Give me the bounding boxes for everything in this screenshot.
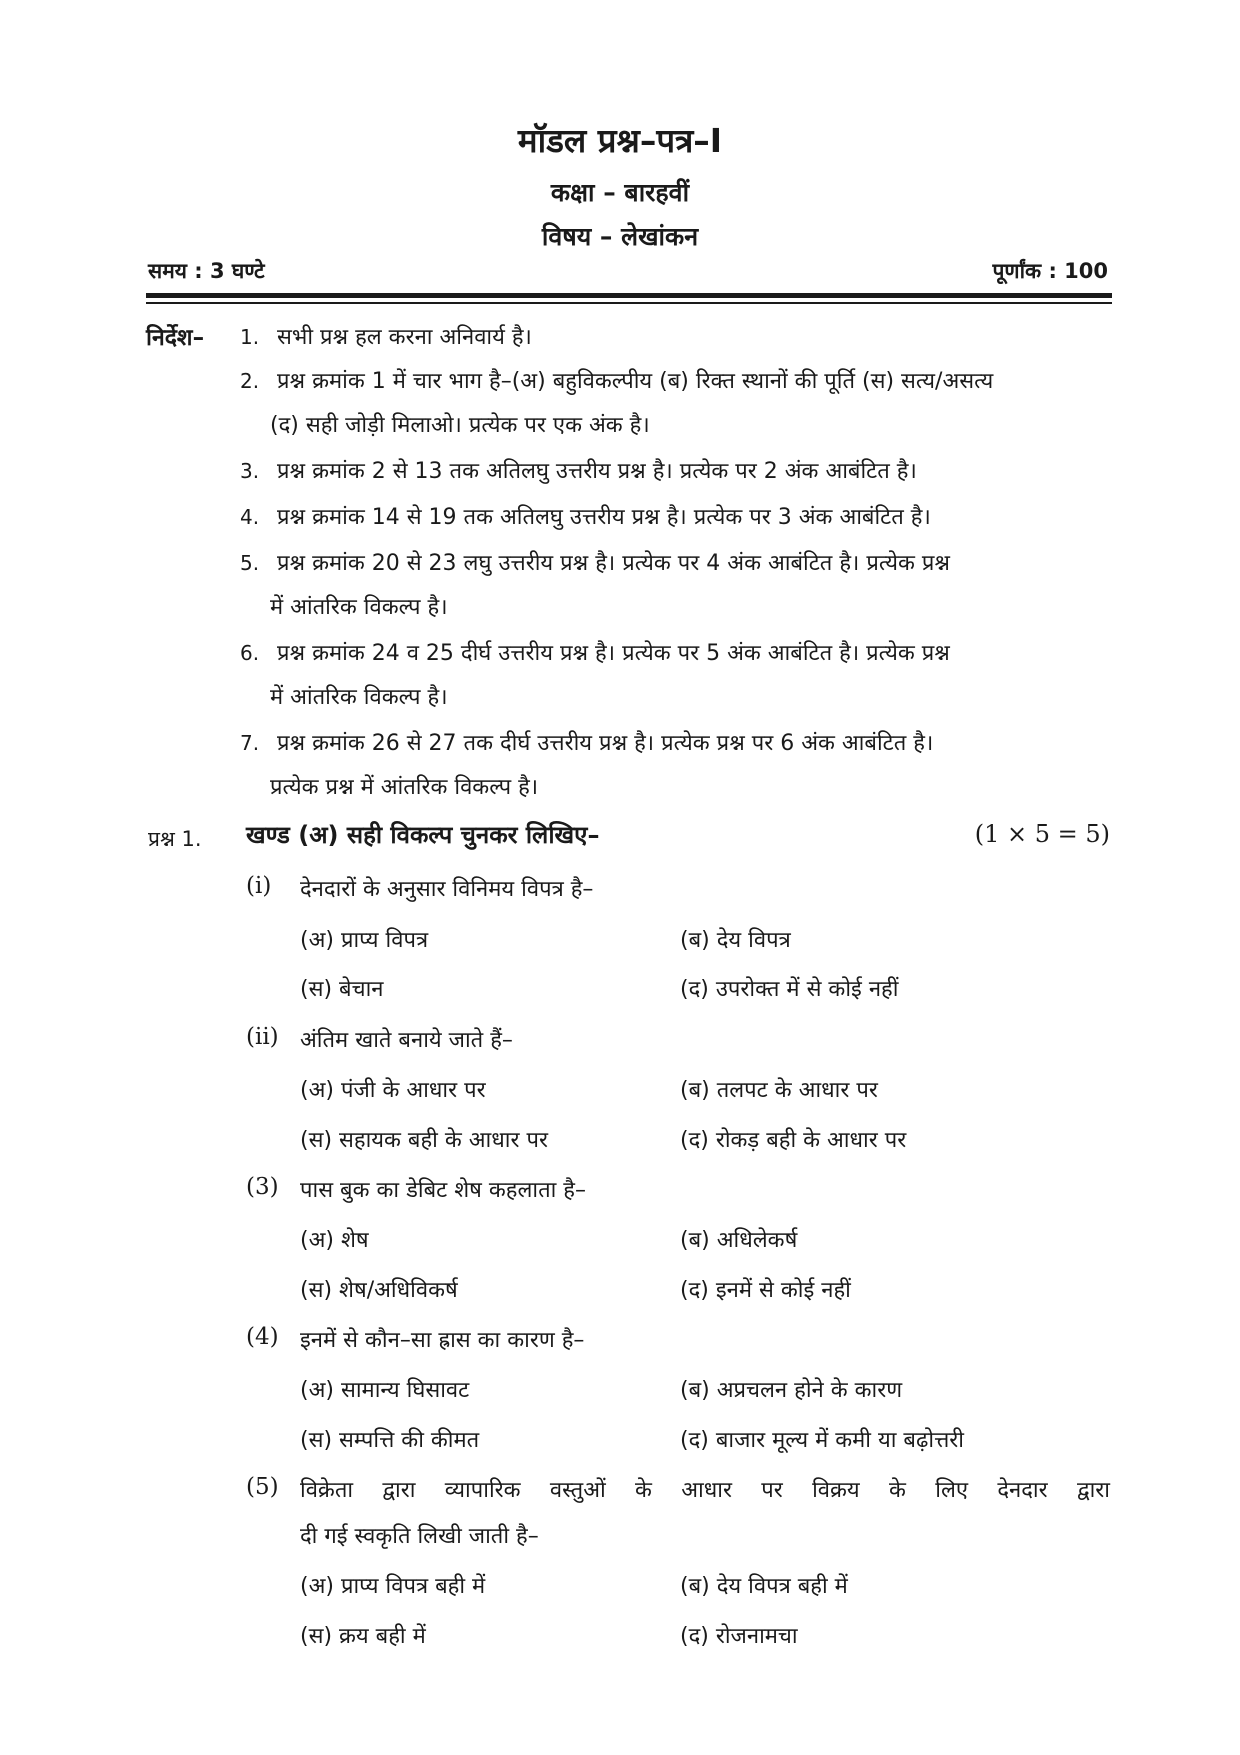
question-number: प्रश्न 1.	[148, 827, 202, 851]
header-divider-thick	[146, 293, 1112, 298]
mcq-option: (स) बेचान	[300, 977, 384, 1002]
subject-line: विषय – लेखांकन	[541, 222, 699, 251]
mcq-option: (ब) देय विपत्र बही में	[680, 1574, 848, 1599]
time-allowed: समय : 3 घण्टे	[148, 259, 265, 283]
class-line: कक्षा – बारहवीं	[550, 178, 690, 207]
instruction-item	[240, 369, 1112, 395]
mcq-option: (स) क्रय बही में	[300, 1624, 426, 1649]
mcq-option: (द) इनमें से कोई नहीं	[680, 1278, 851, 1303]
instruction-number: 6.	[240, 641, 260, 665]
instruction-item	[240, 731, 933, 757]
instruction-text-continued: में आंतरिक विकल्प है।	[270, 595, 448, 620]
instruction-number: 1.	[240, 325, 260, 349]
question-heading: खण्ड (अ) सही विकल्प चुनकर लिखिए–	[246, 821, 600, 849]
mcq-number: (5)	[246, 1474, 279, 1500]
mcq-question: देनदारों के अनुसार विनिमय विपत्र है–	[300, 877, 594, 902]
mcq-number: (3)	[246, 1174, 279, 1200]
mcq-option: (ब) तलपट के आधार पर	[680, 1078, 878, 1103]
mcq-question-continued: दी गई स्वकृति लिखी जाती है–	[300, 1524, 539, 1549]
instruction-text-continued: में आंतरिक विकल्प है।	[270, 685, 448, 710]
mcq-number: (ii)	[246, 1024, 279, 1050]
full-marks: पूर्णांक : 100	[992, 259, 1108, 283]
mcq-option: (अ) शेष	[300, 1228, 369, 1253]
mcq-option: (ब) अप्रचलन होने के कारण	[680, 1378, 903, 1403]
paper-title: मॉडल प्रश्न–पत्र–I	[517, 121, 723, 160]
mcq-question: अंतिम खाते बनाये जाते हैं–	[300, 1028, 513, 1053]
mcq-option: (द) रोकड़ बही के आधार पर	[680, 1128, 907, 1153]
instruction-item	[240, 505, 931, 531]
mcq-option: (द) रोजनामचा	[680, 1624, 798, 1649]
mcq-number: (4)	[246, 1324, 279, 1350]
instruction-text: प्रश्न क्रमांक 2 से 13 तक अतिलघु उत्तरीय प्रश्न है। प्रत्येक पर 2 अंक आबंटित है।	[277, 459, 917, 484]
mcq-option: (ब) अधिलेकर्ष	[680, 1228, 798, 1253]
instructions-label: निर्देश–	[146, 325, 205, 351]
instruction-item	[240, 325, 532, 351]
instruction-number: 3.	[240, 459, 260, 483]
mcq-option: (ब) देय विपत्र	[680, 928, 791, 953]
instruction-text: प्रश्न क्रमांक 26 से 27 तक दीर्घ उत्तरीय प्रश्न है। प्रत्येक प्रश्न पर 6 अंक आबंटित है।	[277, 731, 934, 756]
instruction-text: प्रश्न क्रमांक 14 से 19 तक अतिलघु उत्तरीय प्रश्न है। प्रत्येक पर 3 अंक आबंटित है।	[277, 505, 931, 530]
instruction-text: सभी प्रश्न हल करना अनिवार्य है।	[277, 325, 532, 350]
mcq-option: (द) उपरोक्त में से कोई नहीं	[680, 977, 899, 1002]
mcq-option: (अ) पंजी के आधार पर	[300, 1078, 486, 1103]
header-divider-thin	[146, 302, 1112, 304]
instruction-number: 2.	[240, 369, 260, 393]
mcq-option: (अ) प्राप्य विपत्र	[300, 928, 429, 953]
instruction-text-continued: (द) सही जोड़ी मिलाओ। प्रत्येक पर एक अंक है।	[270, 413, 650, 438]
instruction-item	[240, 641, 950, 667]
mcq-option: (अ) प्राप्य विपत्र बही में	[300, 1574, 486, 1599]
mcq-option: (स) शेष/अधिविकर्ष	[300, 1278, 458, 1303]
instruction-text: प्रश्न क्रमांक 20 से 23 लघु उत्तरीय प्रश्न है। प्रत्येक पर 4 अंक आबंटित है। प्रत्येक प्रश्न	[277, 551, 950, 576]
mcq-option: (स) सम्पत्ति की कीमत	[300, 1428, 480, 1453]
instruction-text: प्रश्न क्रमांक 1 में चार भाग है–(अ) बहुविकल्पीय (ब) रिक्त स्थानों की पूर्ति (स) सत्य/असत्य	[277, 369, 994, 394]
instruction-item	[240, 551, 950, 577]
instruction-number: 7.	[240, 731, 260, 755]
mcq-question: विक्रेता द्वारा व्यापारिक वस्तुओं के आधार पर विक्रय के लिए देनदार द्वारा	[300, 1478, 1110, 1503]
mcq-number: (i)	[246, 873, 272, 899]
mcq-question: इनमें से कौन–सा ह्रास का कारण है–	[300, 1328, 585, 1353]
instruction-text-continued: प्रत्येक प्रश्न में आंतरिक विकल्प है।	[270, 775, 539, 800]
mcq-option: (अ) सामान्य घिसावट	[300, 1378, 470, 1403]
instruction-item	[240, 459, 917, 485]
mcq-option: (स) सहायक बही के आधार पर	[300, 1128, 548, 1153]
mcq-option: (द) बाजार मूल्य में कमी या बढ़ोत्तरी	[680, 1428, 964, 1453]
mcq-question: पास बुक का डेबिट शेष कहलाता है–	[300, 1178, 586, 1203]
question-marks: (1 × 5 = 5)	[974, 820, 1110, 848]
instruction-text: प्रश्न क्रमांक 24 व 25 दीर्घ उत्तरीय प्रश्न है। प्रत्येक पर 5 अंक आबंटित है। प्रत्येक प्रश्न	[277, 641, 950, 666]
instruction-number: 5.	[240, 551, 260, 575]
instruction-number: 4.	[240, 505, 260, 529]
